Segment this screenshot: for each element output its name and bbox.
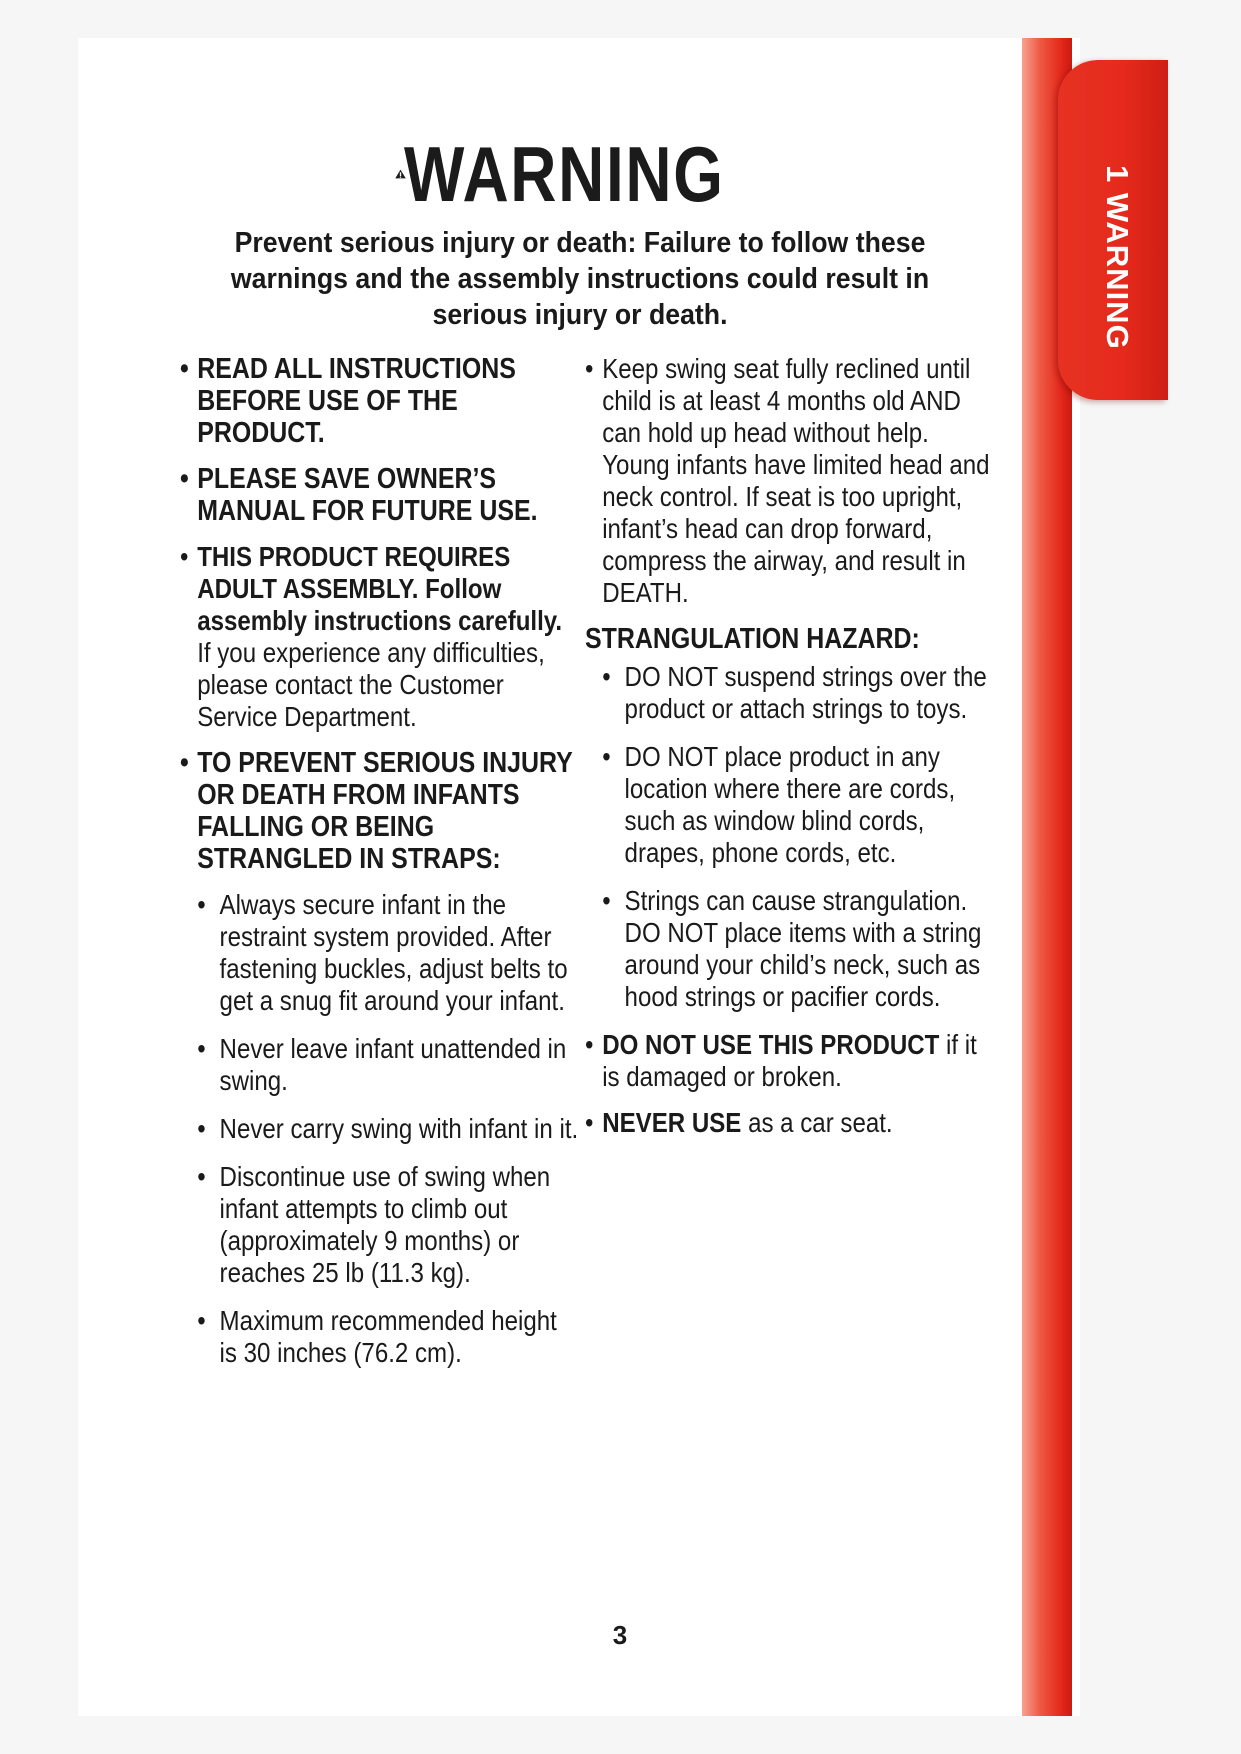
strangulation-hazard-title: STRANGULATION HAZARD: xyxy=(585,623,920,655)
sub-list-item: • Always secure infant in the restraint system provided. After fastening buckles, adjust belts to get a snug fit around your infant. xyxy=(197,889,580,1017)
intro-text: Prevent serious injury or death: Failure to follow these warnings and the assembly instructions could result in serious injury or death. xyxy=(230,227,930,331)
do-not-use-bold: DO NOT USE THIS PRODUCT xyxy=(602,1029,940,1060)
section-tab-label: 1 WARNING xyxy=(1100,165,1135,350)
list-item xyxy=(180,541,580,733)
sub-list-item: • Never carry swing with infant in it. xyxy=(197,1113,580,1145)
list-item: • PLEASE SAVE OWNER’S MANUAL FOR FUTURE USE. xyxy=(180,463,580,527)
list-item: • READ ALL INSTRUCTIONS BEFORE USE OF THE PRODUCT. xyxy=(180,353,580,449)
never-use-bold: NEVER USE xyxy=(602,1107,742,1138)
right-column xyxy=(585,353,994,1153)
list-item xyxy=(585,1029,994,1093)
warning-header xyxy=(395,130,795,218)
list-item xyxy=(585,1107,994,1139)
sub-list-item: • DO NOT place product in any location where there are cords, such as window blind cords, drapes, phone cords, etc. xyxy=(602,741,993,869)
sub-list xyxy=(602,661,993,1013)
page-number: 3 xyxy=(612,1620,628,1650)
sub-list-item: • Maximum recommended height is 30 inches (76.2 cm). xyxy=(197,1305,580,1369)
sub-list-item: • DO NOT suspend strings over the product or attach strings to toys. xyxy=(602,661,993,725)
list-item: • TO PREVENT SERIOUS INJURY OR DEATH FROM INFANTS FALLING OR BEING STRANGLED IN STRAPS: xyxy=(180,747,580,875)
do-not-use-rest: if it is damaged or broken. xyxy=(602,1029,977,1092)
assembly-bold-a: THIS PRODUCT REQUIRES ADULT ASSEMBLY. xyxy=(197,541,511,604)
list-item: • Keep swing seat fully reclined until child is at least 4 months old AND can hold up head without help. Young infants have limited head and neck control. If seat is too upright, infant’s head can drop forward, compress the airway, and result in DEATH. xyxy=(585,353,994,609)
never-use-rest: as a car seat. xyxy=(748,1107,893,1138)
assembly-rest: If you experience any difficulties, please contact the Customer Service Department. xyxy=(197,637,545,732)
sub-list-item: • Discontinue use of swing when infant attempts to climb out (approximately 9 months) or reaches 25 lb (11.3 kg). xyxy=(197,1161,580,1289)
left-column xyxy=(180,353,580,1385)
sub-list xyxy=(197,889,580,1369)
sub-list-item: • Strings can cause strangulation. DO NOT place items with a string around your child’s neck, such as hood strings or pacifier cords. xyxy=(602,885,993,1013)
assembly-bold-b: Follow assembly instructions carefully. xyxy=(197,573,563,636)
sub-list-item: • Never leave infant unattended in swing. xyxy=(197,1033,580,1097)
warning-title: WARNING xyxy=(404,130,725,218)
